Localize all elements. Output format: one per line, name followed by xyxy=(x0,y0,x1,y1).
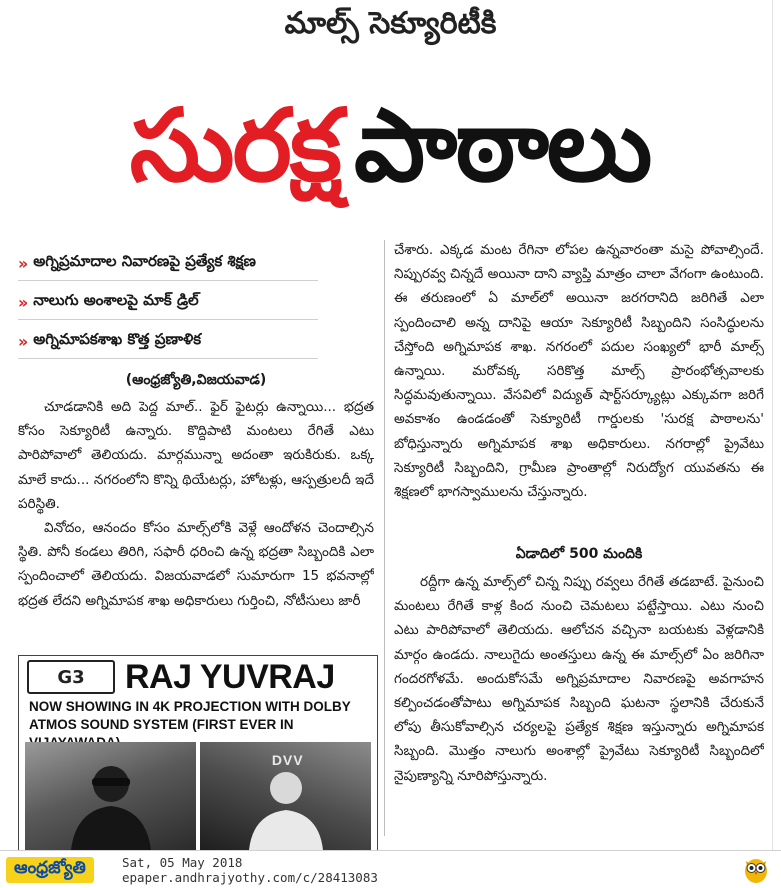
owl-icon xyxy=(741,854,771,884)
section-subhead: ఏడాదిలో 500 మందికి xyxy=(515,546,643,562)
cinema-advertisement xyxy=(18,655,378,853)
headline-black-word: పాఠాలు xyxy=(354,86,651,204)
bullet-item xyxy=(18,246,318,281)
bullet-text: అగ్నిమాపకశాఖ కొత్త ప్రణాళిక xyxy=(33,330,202,348)
ad-logo-text: G3 xyxy=(57,666,85,688)
actor-photo-left xyxy=(25,742,196,850)
andhrajyothy-logo[interactable]: ఆంధ్రజ్యోతి xyxy=(6,857,94,883)
epaper-footer xyxy=(0,850,781,888)
right-column-text-2 xyxy=(394,570,764,838)
highlight-bullets xyxy=(18,246,318,363)
right-column-text xyxy=(394,238,764,544)
paragraph: చూడడానికి అది పెద్ద మాల్.. ఫైర్ ఫైటర్లు ఉన్నాయి... భద్రత కోసం సెక్యూరిటీ ఉన్నారు. కొద్దిపాటి మంటలు రేగితే ఎటు పారిపోవాలో తెలియదు. మార్గమున్నా అదంతా ఇరుకిరుకు. ఒక్క మాలే కాదు... నగరంలోని కొన్ని థియేటర్లు, హోటళ్లు, ఆస్పత్రులదీ ఇదే పరిస్థితి. xyxy=(18,399,374,512)
ad-tagline: NOW SHOWING IN 4K PROJECTION WITH DOLBY ATMOS SOUND SYSTEM (FIRST EVER IN xyxy=(29,699,351,732)
paragraph: రద్దీగా ఉన్న మాల్స్‌లో చిన్న నిప్పు రవ్వలు రేగితే తడబాటే. పైనుంచి మంటలు రేగితే కాళ్ల కింద నుంచి చెమటలు పట్టేస్తాయి. ఎటు నుంచి ఎటు పారిపోవాలో తెలియదు. ఆలోచన వచ్చినా బయటకు వెళ్లడానికి మార్గం ఉండదు. నాలుగైదు అంతస్తులు ఉన్న ఈ మాల్స్‌లో ఏం జరిగినా గందరగోళమే. అందుకోసమే అగ్నిప్రమాదాల నివారణపై అవగాహన కల్పించడంతోపాటు అగ్నిమాపక సిబ్బంది ఘటనా స్థలానికి చేరుకునే లోపు తీసుకోవాల్సిన చర్యలపై ప్రత్యేక శిక్షణ ఇస్తున్నారు అగ్నిమాపక సిబ్బంది. మొత్తం నాలుగు అంశాల్లో ప్రైవేటు సెక్యూరిటీ సిబ్బందిలో నైపుణ్యాన్ని నూరిపోస్తున్నారు. xyxy=(394,574,764,784)
bullet-text: నాలుగు అంశాలపై మాక్ డ్రిల్ xyxy=(33,291,199,309)
ad-header xyxy=(19,656,377,698)
bullet-item xyxy=(18,285,318,320)
footer-meta xyxy=(122,855,378,885)
column-divider xyxy=(384,240,385,836)
paragraph: చేశారు. ఎక్కడ మంట రేగినా లోపల ఉన్నవారంతా మసై పోవాల్సిందే. నిప్పురవ్వ చిన్నదే అయినా దాని వ్యాప్తి మాత్రం చాలా వేగంగా ఉంటుంది. ఈ తరుణంలో ఏ మాల్‌లో అయినా జరగరానిది జరిగితే ఎలా స్పందించాలి అన్న దానిపై ఆయా సెక్యూరిటీ సిబ్బందిని సంసిద్ధులను చేస్తోంది అగ్నిమాపక శాఖ. నగరంలో పదుల సంఖ్యలో భారీ మాల్స్ ఉన్నాయి. మరోవక్క సరికొత్త మాల్స్ ప్రారంభోత్సవాలకు సిద్ధమవుతున్నాయి. వేసవిలో విద్యుత్ షార్ట్‌సర్క్యూట్లు ఎక్కువగా జరిగే అవకాశం ఉండడంతో సెక్యూరిటీ గార్డులకు 'సురక్ష పాఠాలను' బోధిస్తున్నారు అగ్నిమాపక శాఖ అధికారులు. నగరాల్లో ప్రైవేటు సెక్యూరిటీ సిబ్బందిని, గ్రామీణ ప్రాంతాల్లో నిరుద్యోగ యువతను ఈ శిక్షణలో భాగస్వాములను చేస్తున్నారు. xyxy=(394,242,764,501)
publish-date: Sat, 05 May 2018 xyxy=(122,855,243,870)
article-kicker: మాల్స్ సెక్యూరిటీకి xyxy=(284,6,497,41)
headline-red-word: సురక్ష xyxy=(129,86,340,204)
g3-logo xyxy=(27,660,115,694)
bullet-item xyxy=(18,324,318,359)
ad-photos xyxy=(25,742,371,850)
page-edge-rule xyxy=(772,0,773,850)
epaper-url[interactable]: epaper.andhrajyothy.com/c/28413083 xyxy=(122,870,378,885)
person-silhouette-icon xyxy=(241,754,331,850)
person-silhouette-icon xyxy=(66,754,156,850)
ad-photo-brand: DVV xyxy=(271,752,304,768)
left-column-text xyxy=(18,395,374,635)
ad-title: RAJ YUVRAJ xyxy=(125,657,335,696)
double-chevron-icon: ›› xyxy=(18,253,26,273)
double-chevron-icon: ›› xyxy=(18,331,26,351)
double-chevron-icon: ›› xyxy=(18,292,26,312)
dateline: (ఆంధ్రజ్యోతి,విజయవాడ) xyxy=(125,372,267,388)
actor-photo-right xyxy=(200,742,371,850)
article-headline xyxy=(20,58,760,233)
bullet-text: అగ్నిప్రమాదాల నివారణపై ప్రత్యేక శిక్షణ xyxy=(33,252,256,270)
paragraph: వినోదం, ఆనందం కోసం మాల్స్‌లోకి వెళ్లే ఆందోళన చెందాల్సిన స్థితి. పోనీ కండలు తిరిగి, సఫారీ ధరించి ఉన్న భద్రతా సిబ్బందికి ఎలా స్పందించాలో తెలియదు. విజయవాడలో సుమారుగా 15 భవనాల్లో భద్రత లేదని అగ్నిమాపక శాఖ అధికారులు గుర్తించి, నోటీసులు జారీ xyxy=(18,520,374,609)
